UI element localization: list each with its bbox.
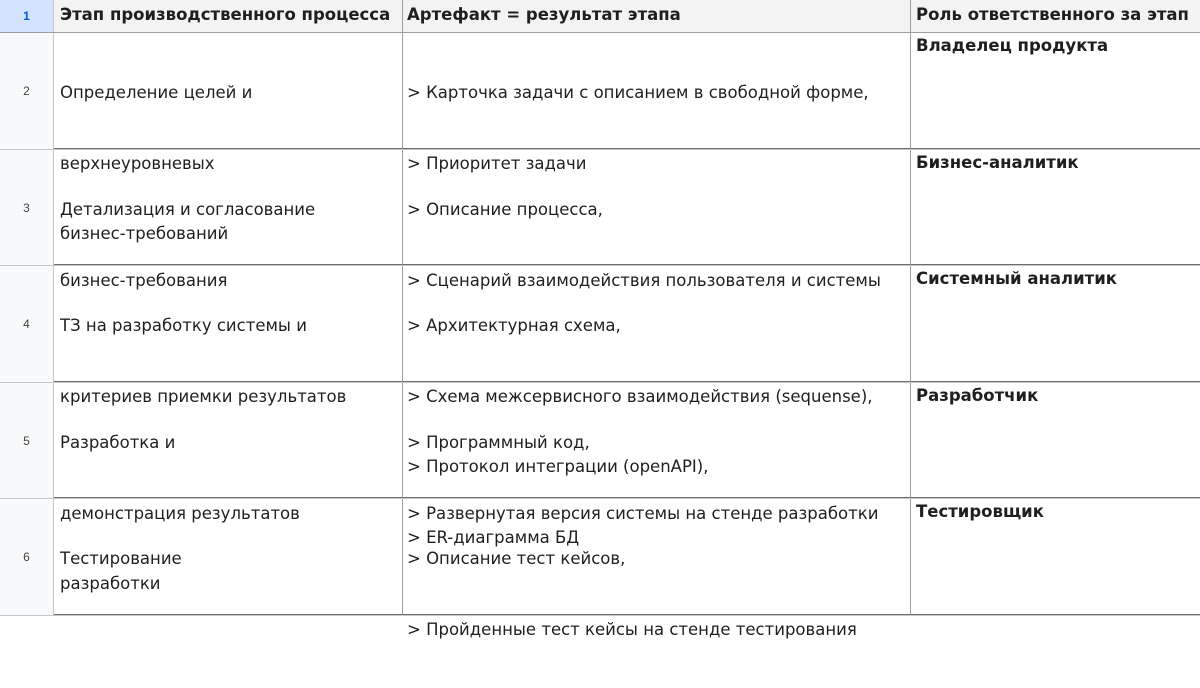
row-number-6[interactable]: 6 — [0, 499, 54, 615]
artifact-cell[interactable] — [403, 33, 911, 173]
row-number-4[interactable]: 4 — [0, 266, 54, 382]
artifact-cell[interactable] — [403, 499, 911, 639]
stage-cell[interactable] — [54, 499, 403, 615]
artifact-text-line: > Пройденные тест кейсы на стенде тестирования — [407, 619, 857, 639]
artifact-text-line: > Описание тест кейсов, — [407, 549, 626, 568]
row-number-2[interactable]: 2 — [0, 33, 54, 149]
stage-text-line: бизнес-требований — [60, 224, 229, 243]
role-cell[interactable]: Тестировщик — [911, 499, 1200, 615]
role-cell[interactable]: Разработчик — [911, 383, 1200, 498]
role-cell[interactable]: Бизнес-аналитик — [911, 150, 1200, 265]
artifact-text-line: > Развернутая версия системы на стенде разработки — [407, 503, 879, 523]
stage-text-line: Детализация и согласование — [60, 200, 316, 219]
artifact-cell[interactable] — [403, 383, 911, 523]
row-number-5[interactable]: 5 — [0, 383, 54, 498]
table-header-row — [0, 0, 1200, 33]
artifact-text-line: > Архитектурная схема, — [407, 316, 621, 335]
artifact-text-line: > Схема межсервисного взаимодействия (sequense), — [407, 386, 873, 406]
row-number-3[interactable]: 3 — [0, 150, 54, 265]
header-artifact-cell[interactable]: Артефакт = результат этапа — [403, 0, 911, 32]
artifact-text-line: > Протокол интеграции (openAPI), — [407, 457, 709, 476]
role-cell[interactable]: Владелец продукта — [911, 33, 1200, 149]
role-cell[interactable]: Системный аналитик — [911, 266, 1200, 382]
stage-text-line: Определение целей и — [60, 83, 253, 102]
stage-text-line: критериев приемки результатов — [60, 386, 347, 406]
artifact-text-line: > Приоритет задачи — [407, 153, 587, 173]
artifact-cell[interactable] — [403, 150, 911, 290]
table-row — [0, 499, 1200, 639]
stage-cell[interactable] — [54, 266, 403, 406]
stage-text-line: верхнеуровневых — [60, 153, 215, 173]
stage-text-line: Тестирование — [60, 549, 182, 568]
row-number-1[interactable]: 1 — [0, 0, 54, 32]
artifact-text-line: > ER-диаграмма БД — [407, 527, 580, 547]
stage-text-line: демонстрация результатов — [60, 503, 300, 523]
stage-text-line: ТЗ на разработку системы и — [60, 316, 307, 335]
stage-text-line: бизнес-требования — [60, 270, 228, 290]
header-stage-cell[interactable]: Этап производственного процесса — [54, 0, 403, 32]
stage-cell[interactable] — [54, 150, 403, 290]
artifact-text-line: > Сценарий взаимодействия пользователя и системы — [407, 270, 881, 290]
artifact-text-line: > Программный код, — [407, 433, 590, 452]
artifact-text-line: > Описание процесса, — [407, 200, 603, 219]
stage-text-line: Разработка и — [60, 433, 176, 452]
stage-text-line: разработки — [60, 574, 161, 593]
artifact-text-line: > Карточка задачи с описанием в свободной форме, — [407, 83, 869, 102]
header-role-cell[interactable]: Роль ответственного за этап — [911, 0, 1200, 32]
